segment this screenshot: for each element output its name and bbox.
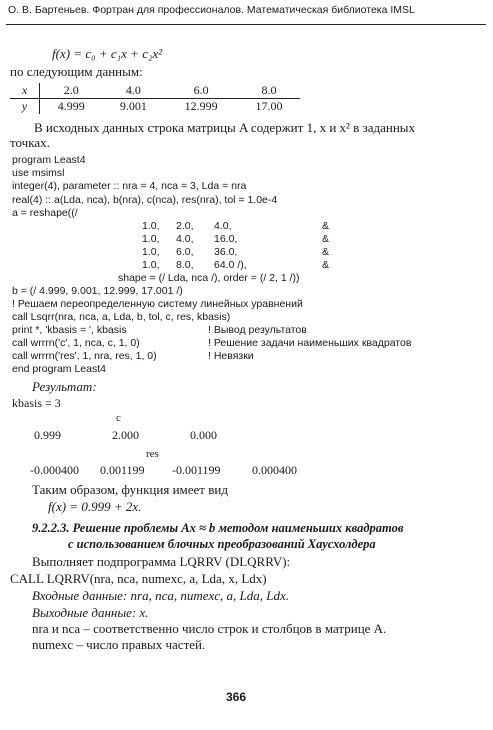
matrix-cell: 8.0, bbox=[176, 259, 194, 271]
res-value: 0.001199 bbox=[100, 463, 145, 477]
continuation-mark: & bbox=[322, 220, 330, 232]
conclusion-text: Таким образом, функция имеет вид bbox=[32, 482, 228, 497]
result-label: Результат: bbox=[32, 379, 97, 394]
code-line: ! Решаем переопределенную систему линейных уравнений bbox=[12, 298, 303, 311]
res-value: 0.000400 bbox=[252, 463, 297, 477]
code-line: program Least4 bbox=[12, 154, 86, 166]
section-heading-line2: с использованием блочных преобразований Хаусхолдера bbox=[68, 537, 376, 551]
data-table bbox=[10, 83, 300, 114]
res-label: res bbox=[146, 448, 159, 460]
running-header: О. В. Бартеньев. Фортран для профессионалов. Математическая библиотека IMSL bbox=[8, 4, 415, 16]
code-line: use msimsl bbox=[12, 167, 65, 180]
header-rule bbox=[6, 24, 486, 25]
c-value: 0.999 bbox=[34, 428, 61, 442]
c-value: 2.000 bbox=[112, 428, 139, 442]
section-heading: 9.2.2.3. Решение проблемы Ax ≈ b методом наименьших квадратов bbox=[32, 521, 404, 535]
table-cell: 12.999 bbox=[184, 99, 218, 113]
code-listing bbox=[12, 154, 277, 220]
matrix-cell: 64.0 /), bbox=[214, 259, 247, 271]
matrix-cell: 1.0, bbox=[142, 246, 160, 258]
description-line: numexc – число правых частей. bbox=[32, 637, 206, 652]
res-value: -0.001199 bbox=[172, 463, 221, 477]
executes-text: Выполняет подпрограмма LQRRV (DLQRRV): bbox=[32, 554, 291, 569]
code-line: b = (/ 4.999, 9.001, 12.999, 17.001 /) bbox=[12, 285, 183, 297]
paragraph-line: В исходных данных строка матрицы A содержит 1, x и x² в заданных bbox=[34, 120, 416, 135]
code-line: call Lsqrr(nra, nca, a, Lda, b, tol, c, res, kbasis) bbox=[12, 311, 231, 324]
table-cell: 4.999 bbox=[57, 99, 85, 113]
table-cell: 8.0 bbox=[238, 83, 300, 99]
table-cell: 2.0 bbox=[40, 83, 103, 99]
page-number: 366 bbox=[226, 690, 247, 704]
code-line: call wrrrn('res', 1, nra, res, 1, 0) bbox=[12, 350, 157, 362]
code-comment: ! Невязки bbox=[208, 350, 254, 362]
paragraph-line: точках. bbox=[10, 135, 50, 150]
code-line: real(4) :: a(Lda, nca), b(nra), c(nca), res(nra), tol = 1.0e-4 bbox=[12, 193, 278, 206]
data-intro: по следующим данным: bbox=[10, 64, 143, 79]
call-signature: CALL LQRRV(nra, nca, numexc, a, Lda, x, Ldx) bbox=[10, 571, 267, 586]
res-value: -0.000400 bbox=[30, 463, 79, 477]
table-cell: 17.00 bbox=[255, 99, 283, 113]
c-value: 0.000 bbox=[190, 428, 217, 442]
continuation-mark: & bbox=[322, 233, 330, 245]
matrix-cell: 1.0, bbox=[142, 233, 160, 245]
table-row bbox=[10, 83, 300, 99]
description-line: nra и nca – соответственно число строк и столбцов в матрице A. bbox=[32, 621, 387, 636]
inputs-text: Входные данные: nra, nca, numexc, a, Lda, Ldx. bbox=[32, 588, 290, 603]
table-cell: 4.0 bbox=[102, 83, 164, 99]
matrix-cell: 16.0, bbox=[214, 233, 238, 245]
matrix-cell: 6.0, bbox=[176, 246, 194, 258]
code-line: print *, 'kbasis = ', kbasis bbox=[12, 324, 127, 336]
matrix-cell: 4.0, bbox=[176, 233, 194, 245]
code-line: end program Least4 bbox=[12, 363, 106, 375]
matrix-cell: 4.0, bbox=[214, 220, 232, 232]
matrix-cell: 2.0, bbox=[176, 220, 194, 232]
code-line: a = reshape((/ bbox=[12, 206, 78, 219]
matrix-cell: 36.0, bbox=[214, 246, 238, 258]
table-row bbox=[10, 99, 300, 115]
code-line: integer(4), parameter :: nra = 4, nca = 3, Lda = nra bbox=[12, 180, 247, 193]
table-row-label: x bbox=[10, 83, 40, 99]
c-label: c bbox=[116, 412, 121, 424]
code-listing-continued bbox=[12, 285, 303, 325]
matrix-cell: 1.0, bbox=[142, 220, 160, 232]
outputs-text: Выходные данные: x. bbox=[32, 605, 149, 620]
kbasis-output: kbasis = 3 bbox=[12, 396, 61, 410]
continuation-mark: & bbox=[322, 246, 330, 258]
code-line: shape = (/ Lda, nca /), order = (/ 2, 1 /)) bbox=[118, 272, 300, 284]
code-comment: ! Решение задачи наименьших квадратов bbox=[208, 337, 412, 349]
table-row-label: y bbox=[10, 99, 40, 115]
formula-result: f(x) = 0.999 + 2x. bbox=[48, 499, 142, 514]
matrix-cell: 1.0, bbox=[142, 259, 160, 271]
table-cell: 6.0 bbox=[164, 83, 238, 99]
continuation-mark: & bbox=[322, 259, 330, 271]
code-line: call wrrrn('c', 1, nca, c, 1, 0) bbox=[12, 337, 140, 349]
formula-model: f(x) = c₀ + c₁x + c₂x² bbox=[52, 46, 163, 61]
code-comment: ! Вывод результатов bbox=[208, 324, 307, 336]
table-cell: 9.001 bbox=[119, 99, 147, 113]
